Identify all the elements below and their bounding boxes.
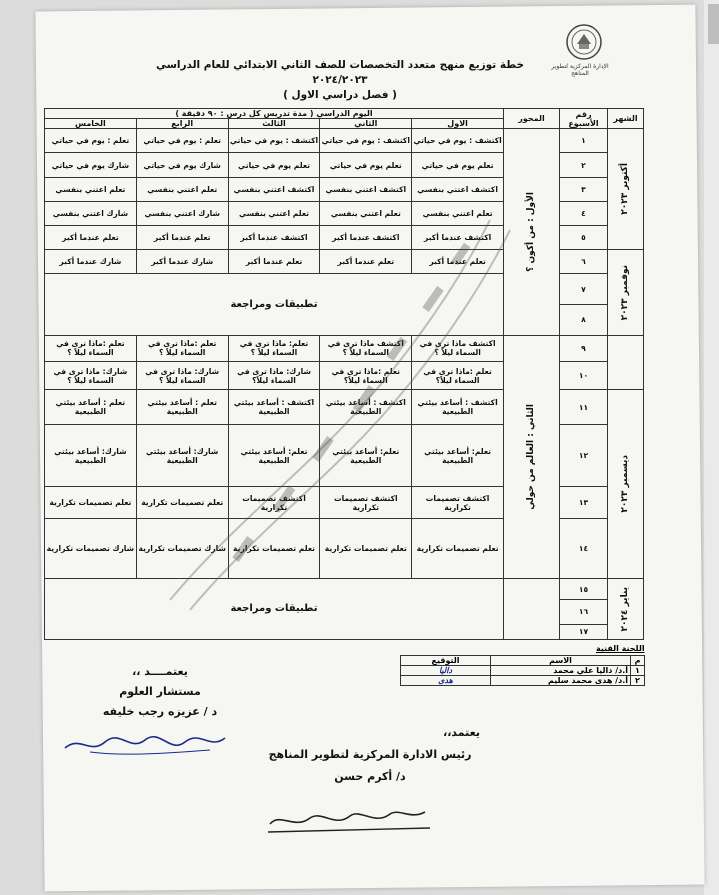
lesson-cell: تعلم عندما أكبر [320, 250, 412, 274]
lesson-cell: شارك: ماذا ترى في السماء ليلاً ؟ [136, 361, 228, 389]
approval-right-line-1: يعتمــــد ،، [132, 665, 188, 678]
week-number: ٩ [560, 335, 608, 361]
committee-num: ١ [631, 666, 645, 676]
review-cell-2: تطبيقات ومراجعة [45, 578, 504, 639]
lesson-cell: شارك يوم في حياتي [136, 153, 228, 178]
lesson-cell: تعلم : يوم في حياتي [136, 129, 228, 153]
approval-right-line-3: د / عزيزه رجب خليفه [102, 705, 218, 718]
week-number: ١٦ [560, 600, 608, 624]
lesson-cell: اكتشف : يوم في حياتي [228, 129, 320, 153]
month-cell-october [608, 129, 644, 250]
background-strip [704, 0, 719, 895]
lesson-cell: تعلم عندما أكبر [45, 226, 137, 250]
week-number: ١٣ [560, 486, 608, 519]
lesson-cell: تعلم: أساعد بيئتي الطبيعية [412, 425, 504, 486]
approval-center-line-1: يعتمد،، [443, 726, 480, 739]
lesson-cell: تعلم : يوم في حياتي [45, 129, 137, 153]
committee-header-name: الاسم [491, 656, 631, 666]
lesson-cell: تعلم :ماذا ترى في السماء ليلاً؟ [412, 361, 504, 389]
lesson-cell: اكتشف ماذا ترى في السماء ليلاً ؟ [412, 335, 504, 361]
committee-header-sign: التوقيع [401, 656, 491, 666]
month-cell-november-cont [608, 335, 644, 390]
curriculum-table [44, 108, 644, 640]
week-number: ١ [560, 129, 608, 153]
approval-center-line-3: د/ أكرم حسن [334, 770, 406, 783]
lesson-cell: شارك: أساعد بيئتي الطبيعية [45, 425, 137, 486]
lesson-cell: شارك: ماذا ترى في السماء ليلاً ؟ [45, 361, 137, 389]
lesson-cell: اكتشف : يوم في حياتي [412, 129, 504, 153]
committee-member-name: أ.د/ داليا علي محمد [491, 666, 631, 676]
week-number: ٣ [560, 178, 608, 202]
review-cell-1: تطبيقات ومراجعة [45, 274, 504, 335]
lesson-cell: شارك: أساعد بيئتي الطبيعية [136, 425, 228, 486]
lesson-cell: اكتشف اعتني بنفسي [228, 178, 320, 202]
lesson-cell: تعلم تصميمات تكرارية [136, 486, 228, 519]
lesson-cell: اكتشف تصميمات تكرارية [320, 486, 412, 519]
header-day-2: الثاني [320, 119, 412, 129]
lesson-cell: تعلم : أساعد بيئتي الطبيعية [136, 390, 228, 425]
lesson-cell: تعلم تصميمات تكرارية [412, 519, 504, 578]
lesson-cell: تعلم اعتني بنفسي [320, 202, 412, 226]
week-number: ٧ [560, 274, 608, 305]
lesson-cell: تعلم يوم في حياتي [228, 153, 320, 178]
week-number: ١٧ [560, 624, 608, 640]
lesson-cell: اكتشف : أساعد بيئتي الطبيعية [228, 390, 320, 425]
lesson-cell: تعلم : أساعد بيئتي الطبيعية [45, 390, 137, 425]
week-number: ٨ [560, 305, 608, 336]
axis-1: الأول : من أكون ؟ [526, 191, 536, 272]
lesson-cell: تعلم اعتني بنفسي [412, 202, 504, 226]
header-day-1: الاول [412, 119, 504, 129]
lesson-cell: اكتشف عندما أكبر [228, 226, 320, 250]
strip-shadow [708, 4, 719, 44]
committee-signature: هدى [401, 676, 491, 686]
lesson-cell: اكتشف : أساعد بيئتي الطبيعية [412, 390, 504, 425]
lesson-cell: شارك اعتني بنفسي [136, 202, 228, 226]
lesson-cell: اكتشف تصميمات تكرارية [412, 486, 504, 519]
handwritten-signature-advisor [60, 730, 230, 758]
lesson-cell: اكتشف ماذا ترى في السماء ليلاً ؟ [320, 335, 412, 361]
axis-cell-1 [504, 129, 560, 336]
logo-caption: الإدارة المركزية لتطوير المناهج [551, 63, 609, 77]
lesson-cell: اكتشف عندما أكبر [320, 226, 412, 250]
header-day-3: الثالث [228, 119, 320, 129]
lesson-cell: تعلم عندما أكبر [136, 226, 228, 250]
document-title [130, 58, 550, 103]
lesson-cell: شارك اعتني بنفسي [45, 202, 137, 226]
week-number: ١٠ [560, 361, 608, 389]
week-number: ١١ [560, 390, 608, 425]
header-week-no: رقم الأسبوع [560, 109, 608, 129]
title-line-2: ( فصل دراسي الاول ) [283, 89, 397, 101]
lesson-cell: اكتشف تصميمات تكرارية [228, 486, 320, 519]
header-axis: المحور [504, 109, 560, 129]
lesson-cell: تعلم :ماذا ترى في السماء ليلاً؟ [320, 361, 412, 389]
committee-signature: داليا [401, 666, 491, 676]
lesson-cell: تعلم يوم في حياتي [412, 153, 504, 178]
week-number: ١٤ [560, 519, 608, 578]
lesson-cell: اكتشف اعتني بنفسي [320, 178, 412, 202]
axis-2: الثاني : العالم من حولي [526, 403, 536, 510]
lesson-cell: تعلم اعتني بنفسي [136, 178, 228, 202]
week-number: ٦ [560, 250, 608, 274]
lesson-cell: شارك تصميمات تكرارية [136, 519, 228, 578]
month-cell-december [608, 390, 644, 578]
axis-cell-2 [504, 335, 560, 578]
ministry-logo-icon [563, 22, 605, 62]
lesson-cell: تعلم تصميمات تكرارية [320, 519, 412, 578]
month-november: نوفمبر ٢٠٢٣ [620, 264, 630, 321]
lesson-cell: شارك عندما أكبر [136, 250, 228, 274]
lesson-cell: تعلم تصميمات تكرارية [45, 486, 137, 519]
committee-num: ٢ [631, 676, 645, 686]
month-october: أكتوبر ٢٠٢٣ [620, 163, 630, 216]
lesson-cell: تعلم :ماذا ترى في السماء ليلاً ؟ [136, 335, 228, 361]
lesson-cell: تعلم :ماذا ترى في السماء ليلاً ؟ [45, 335, 137, 361]
lesson-cell: اكتشف اعتني بنفسي [412, 178, 504, 202]
week-number: ١٢ [560, 425, 608, 486]
lesson-cell: تعلم يوم في حياتي [320, 153, 412, 178]
header-month: الشهر [608, 109, 644, 129]
lesson-cell: اكتشف : يوم في حياتي [320, 129, 412, 153]
month-cell-november [608, 250, 644, 335]
axis-cell-empty [504, 578, 560, 639]
week-number: ٥ [560, 226, 608, 250]
lesson-cell: اكتشف عندما أكبر [412, 226, 504, 250]
lesson-cell: تعلم: ماذا ترى في السماء ليلاً ؟ [228, 335, 320, 361]
committee-title: اللجنة الفنية [596, 644, 645, 653]
lesson-cell: تعلم تصميمات تكرارية [228, 519, 320, 578]
lesson-cell: تعلم عندما أكبر [228, 250, 320, 274]
month-january: يناير ٢٠٢٤ [620, 586, 630, 632]
month-cell-january [608, 578, 644, 639]
week-number: ٢ [560, 153, 608, 178]
lesson-cell: شارك: ماذا ترى في السماء ليلاً؟ [228, 361, 320, 389]
week-number: ٤ [560, 202, 608, 226]
committee-member-name: أ.د/ هدى محمد سليم [491, 676, 631, 686]
header-school-day: اليوم الدراسي ( مدة تدريس كل درس : ٩٠ دقيقة ) [45, 109, 504, 119]
header-day-4: الرابع [136, 119, 228, 129]
lesson-cell: شارك يوم في حياتي [45, 153, 137, 178]
lesson-cell: اكتشف : أساعد بيئتي الطبيعية [320, 390, 412, 425]
committee-table [400, 655, 645, 686]
lesson-cell: شارك عندما أكبر [45, 250, 137, 274]
approval-center-line-2: رئيس الادارة المركزية لتطوير المناهج [268, 748, 472, 761]
lesson-cell: تعلم اعتني بنفسي [228, 202, 320, 226]
lesson-cell: شارك تصميمات تكرارية [45, 519, 137, 578]
lesson-cell: تعلم اعتني بنفسي [45, 178, 137, 202]
science-advisor-approval [90, 662, 230, 722]
lesson-cell: تعلم عندما أكبر [412, 250, 504, 274]
week-number: ١٥ [560, 578, 608, 600]
handwritten-signature-head [260, 802, 440, 838]
lesson-cell: تعلم: أساعد بيئتي الطبيعية [228, 425, 320, 486]
month-december: ديسمبر ٢٠٢٣ [620, 455, 630, 513]
title-line-1: خطة توزيع منهج متعدد التخصصات للصف الثاني الابتدائي للعام الدراسي ٢٠٢٤/٢٠٢٣ [155, 59, 525, 86]
approval-right-line-2: مستشار العلوم [119, 685, 201, 698]
curriculum-head-approval [230, 722, 510, 788]
committee-header-num: م [631, 656, 645, 666]
lesson-cell: تعلم: أساعد بيئتي الطبيعية [320, 425, 412, 486]
header-day-5: الخامس [45, 119, 137, 129]
